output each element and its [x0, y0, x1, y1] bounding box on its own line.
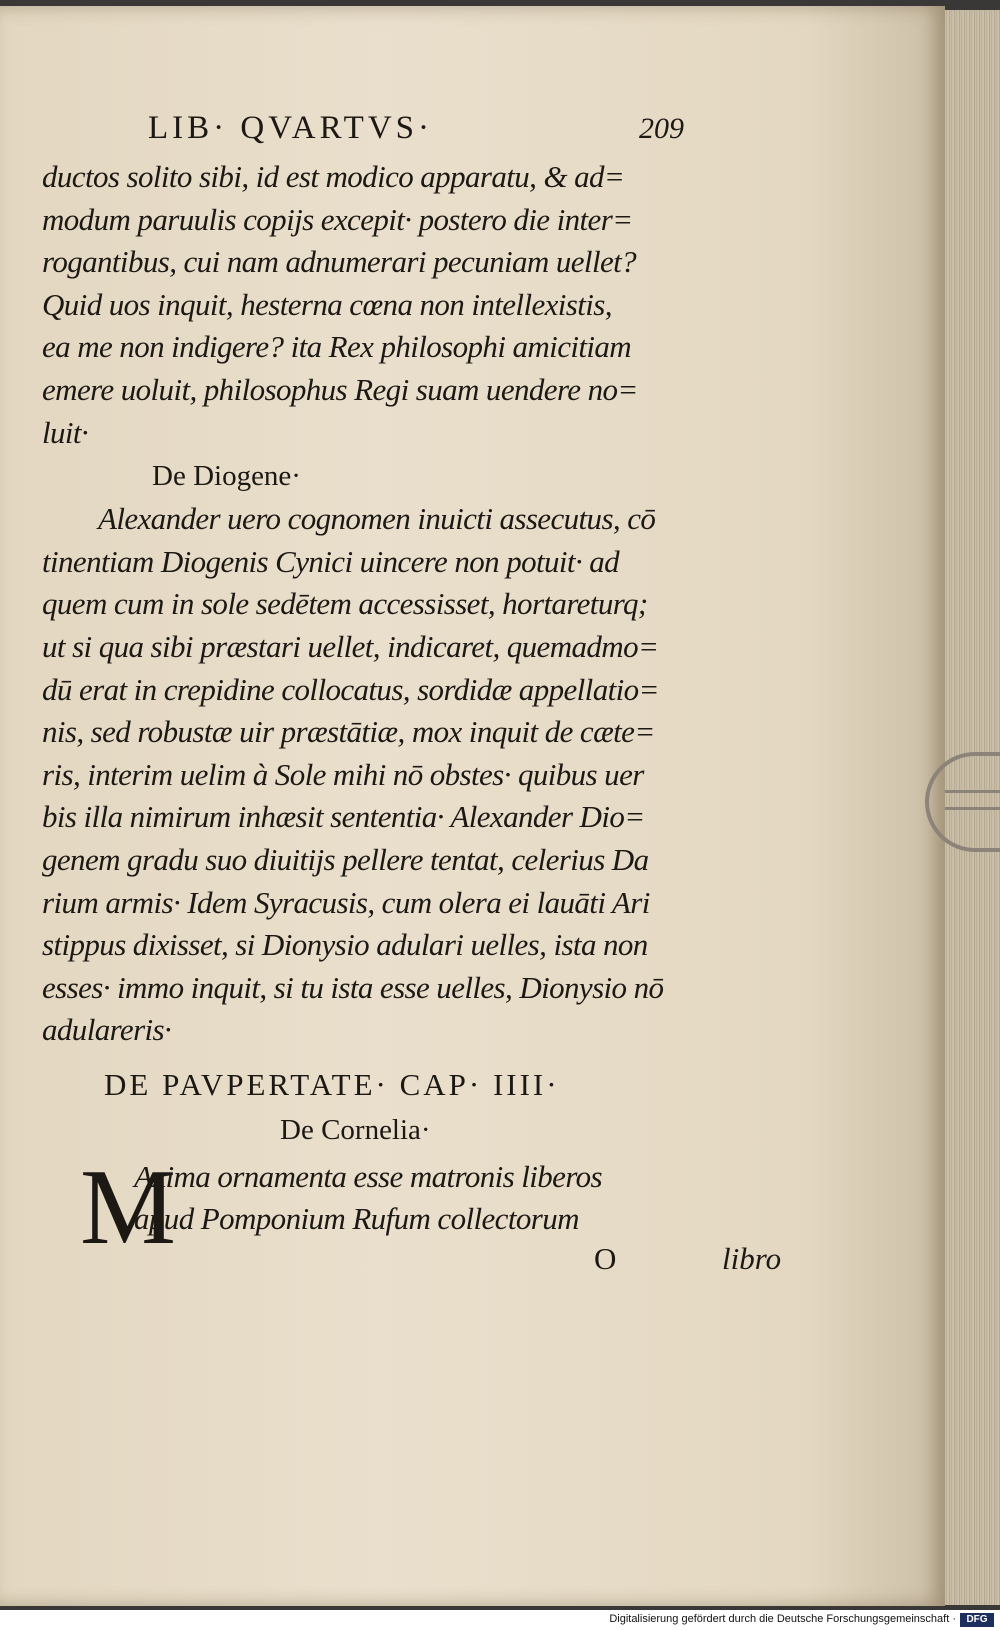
text-line: modum paruulis copijs excepit· postero die inter= — [42, 201, 633, 237]
text-line: rium armis· Idem Syracusis, cum olera ei lauāti Ari — [42, 884, 650, 920]
page-header — [42, 110, 702, 156]
footer-credit: Digitalisierung gefördert durch die Deutsche Forschungsgemeinschaft · — [609, 1613, 956, 1625]
text-line: esses· immo inquit, si tu ista esse uelles, Dionysio nō — [42, 969, 664, 1005]
book-clasp-band — [945, 790, 1000, 810]
text-line: ris, interim uelim à Sole mihi nō obstes· quibus uer — [42, 756, 644, 792]
text-line: bis illa nimirum inhæsit sententia· Alexander Dio= — [42, 799, 645, 835]
running-head: LIB· QVARTVS· — [148, 110, 433, 146]
paragraph-3 — [42, 1147, 782, 1285]
page-text — [42, 110, 782, 1285]
text-line: adulareris· — [42, 1012, 172, 1048]
text-line: nis, sed robustæ uir præstātiæ, mox inquit de cæte= — [42, 714, 655, 750]
catch-row — [134, 1241, 782, 1285]
text-line: rogantibus, cui nam adnumerari pecuniam uellet? — [42, 244, 637, 280]
paragraph-1 — [42, 156, 702, 454]
text-line: ut si qua sibi præstari uellet, indicaret, quemadmo= — [42, 628, 659, 664]
footer-bar — [0, 1610, 1000, 1631]
text-line: tinentiam Diogenis Cynici uincere non potuit· ad — [42, 543, 620, 579]
text-line: apud Pomponium Rufum collectorum — [134, 1201, 579, 1237]
dfg-logo: DFG — [960, 1613, 994, 1627]
text-line: ductos solito sibi, id est modico apparatu, & ad= — [42, 159, 625, 194]
page-number: 209 — [639, 112, 684, 145]
section-heading-cornelia: De Cornelia· — [280, 1113, 431, 1146]
text-line: ea me non indigere? ita Rex philosophi amicitiam — [42, 329, 632, 365]
drop-cap: M — [80, 1147, 177, 1267]
chapter-heading: DE PAVPERTATE· CAP· IIII· — [104, 1066, 560, 1102]
paragraph-2 — [42, 498, 702, 1052]
section-heading-diogene: De Diogene· — [152, 460, 301, 493]
signature-mark: O — [594, 1241, 617, 1277]
text-line: Alexander uero cognomen inuicti assecutus, cō — [98, 501, 656, 537]
text-line: stippus dixisset, si Dionysio adulari uelles, ista non — [42, 927, 648, 963]
text-line: quem cum in sole sedētem accessisset, hortareturq; — [42, 586, 648, 622]
text-line: genem gradu suo diuitijs pellere tentat, celerius Da — [42, 841, 649, 877]
text-line: luit· — [42, 414, 89, 450]
text-line: Quid uos inquit, hesterna cœna non intellexistis, — [42, 286, 612, 322]
text-line: dū erat in crepidine collocatus, sordidæ appellatio= — [42, 671, 659, 707]
text-line: emere uoluit, philosophus Regi suam uendere no= — [42, 371, 638, 407]
catchword: libro — [722, 1241, 782, 1277]
text-line: Axima ornamenta esse matronis liberos — [134, 1158, 603, 1194]
